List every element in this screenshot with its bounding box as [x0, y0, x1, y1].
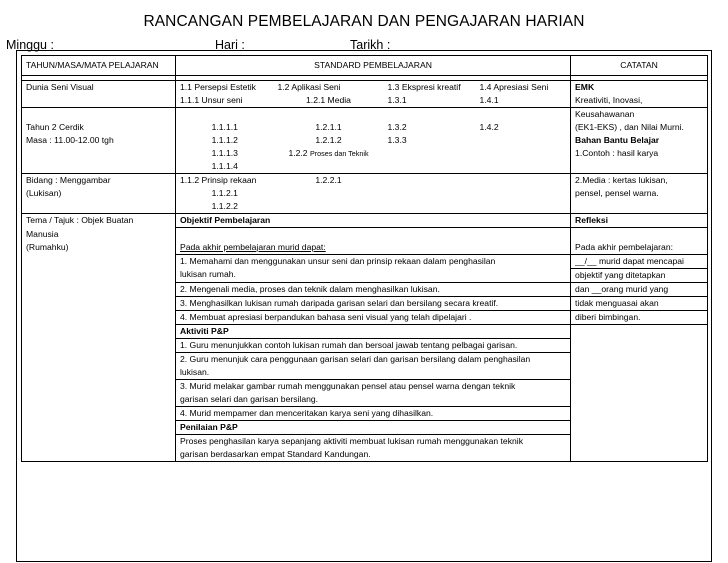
std-cell: 1.1.1.3 [176, 147, 274, 160]
empty-cell [22, 352, 176, 366]
catatan-cell: 2.Media : kertas lukisan, [571, 174, 708, 188]
empty-cell [571, 434, 708, 448]
table-row [22, 366, 708, 380]
empty-cell [571, 448, 708, 462]
objektif-intro: Pada akhir pembelajaran murid dapat: [176, 241, 571, 255]
table-row [22, 406, 708, 420]
std-number: 1.2.2 [288, 148, 308, 158]
table-row [22, 134, 708, 147]
penilaian-heading: Penilaian P&P [176, 420, 571, 434]
tahun-cell: Tahun 2 Cerdik [22, 121, 176, 134]
empty-cell [571, 393, 708, 407]
empty-cell [571, 406, 708, 420]
empty-cell [476, 108, 571, 122]
lesson-plan-sheet [16, 50, 712, 562]
empty-cell [274, 187, 384, 200]
refleksi-line: dan __orang murid yang [571, 282, 708, 296]
table-row [22, 310, 708, 324]
std-cell: 1.3.1 [384, 94, 476, 108]
table-row [22, 324, 708, 338]
table-row [22, 420, 708, 434]
std-cell: 1.3.3 [387, 135, 407, 145]
empty-cell [384, 147, 476, 160]
column-header-standard: STANDARD PEMBELAJARAN [176, 56, 571, 76]
empty-cell [22, 296, 176, 310]
penilaian-item: garisan berdasarkan empat Standard Kandungan. [176, 448, 571, 462]
table-row [22, 434, 708, 448]
empty-cell [22, 420, 176, 434]
table-row [22, 268, 708, 282]
empty-cell [571, 160, 708, 174]
objektif-item: lukisan rumah. [176, 268, 571, 282]
std-cell: 1.3.2 [387, 122, 407, 132]
empty-cell [176, 108, 274, 122]
table-row [22, 241, 708, 255]
std-cell: 1.1.1.1 [176, 121, 274, 134]
std-cell: 1.4 Apresiasi Seni [476, 81, 571, 95]
empty-cell [22, 393, 176, 407]
empty-cell [22, 406, 176, 420]
tema-cell: Tema / Tajuk : Objek Buatan [22, 214, 176, 228]
empty-cell [22, 268, 176, 282]
refleksi-line: Pada akhir pembelajaran: [571, 241, 708, 255]
table-row [22, 187, 708, 200]
std-cell: 1.1.2.2 [176, 200, 274, 214]
std-cell: 1.1.1.4 [176, 160, 274, 174]
std-cell: 1.4.2 [476, 121, 571, 134]
std-cell: 1.1.2.1 [176, 187, 274, 200]
empty-cell [274, 108, 384, 122]
subject-cell: Dunia Seni Visual [22, 81, 176, 95]
objektif-item: 4. Membuat apresiasi berpandukan bahasa seni visual yang telah dipelajari . [176, 310, 571, 324]
table-row [22, 228, 708, 241]
empty-cell [571, 338, 708, 352]
bbm-heading: Bahan Bantu Belajar [571, 134, 708, 147]
std-cell: 1.2.1.1 [315, 122, 342, 132]
empty-cell [571, 200, 708, 214]
empty-cell [274, 160, 384, 174]
table-row [22, 147, 708, 160]
std-subtitle: Proses dan Teknik [309, 149, 369, 158]
empty-cell [22, 108, 176, 122]
aktiviti-item: 3. Murid melakar gambar rumah menggunakan pensel atau pensel warna dengan teknik [176, 379, 571, 393]
minggu-label: Minggu : [6, 38, 54, 52]
empty-cell [476, 160, 571, 174]
tarikh-label: Tarikh : [350, 38, 391, 52]
empty-cell [22, 366, 176, 380]
empty-cell [384, 174, 476, 188]
std-cell: 1.4.1 [476, 94, 571, 108]
refleksi-line: __/__ murid dapat mencapai [571, 254, 708, 268]
refleksi-line: tidak menguasai akan [571, 296, 708, 310]
std-cell: 1.2.1 Media [274, 94, 384, 108]
aktiviti-item: 4. Murid mempamer dan menceritakan karya seni yang dihasilkan. [176, 406, 571, 420]
empty-cell [22, 147, 176, 160]
aktiviti-item: lukisan. [176, 366, 571, 380]
empty-cell [22, 310, 176, 324]
std-cell: 1.1 Persepsi Estetik [176, 81, 274, 95]
table-row [22, 448, 708, 462]
empty-cell [571, 366, 708, 380]
empty-cell [571, 324, 708, 338]
std-cell: 1.2.1.2 [315, 135, 342, 145]
table-row [22, 296, 708, 310]
empty-cell [384, 160, 476, 174]
std-cell: 1.2.2.1 [274, 174, 384, 188]
empty-cell [22, 282, 176, 296]
tema-cell: Manusia [22, 228, 176, 241]
objektif-heading: Objektif Pembelajaran [176, 214, 571, 228]
aktiviti-item: garisan selari dan garisan bersilang. [176, 393, 571, 407]
table-row [22, 174, 708, 188]
column-header-catatan: CATATAN [571, 56, 708, 76]
aktiviti-item: 1. Guru menunjukkan contoh lukisan rumah dan bersoal jawab tentang pelbagai garisan. [176, 338, 571, 352]
empty-cell [384, 108, 476, 122]
empty-cell [571, 228, 708, 241]
std-cell: 1.2 Aplikasi Seni [274, 81, 384, 95]
table-row [22, 200, 708, 214]
empty-cell [22, 94, 176, 108]
objektif-item: 3. Menghasilkan lukisan rumah daripada garisan selari dan bersilang secara kreatif. [176, 296, 571, 310]
empty-cell [384, 187, 476, 200]
table-row [22, 94, 708, 108]
catatan-cell: Keusahawanan [571, 108, 708, 122]
std-cell: 1.1.2 Prinsip rekaan [176, 174, 274, 188]
aktiviti-heading: Aktiviti P&P [176, 324, 571, 338]
table-row [22, 338, 708, 352]
empty-cell [22, 434, 176, 448]
emk-heading: EMK [571, 81, 708, 95]
lesson-plan-table [21, 55, 708, 462]
aktiviti-item: 2. Guru menunjuk cara penggunaan garisan selari dan garisan bersilang dalam penghasilan [176, 352, 571, 366]
empty-cell [476, 174, 571, 188]
table-row [22, 81, 708, 95]
table-header-row [22, 56, 708, 76]
hari-label: Hari : [215, 38, 245, 52]
empty-cell [22, 448, 176, 462]
catatan-cell: Kreativiti, Inovasi, [571, 94, 708, 108]
empty-cell [22, 338, 176, 352]
objektif-item: 1. Memahami dan menggunakan unsur seni dan prinsip rekaan dalam penghasilan [176, 254, 571, 268]
catatan-cell: pensel, pensel warna. [571, 187, 708, 200]
table-row [22, 108, 708, 122]
empty-cell [571, 379, 708, 393]
objektif-item: 2. Mengenali media, proses dan teknik dalam menghasilkan lukisan. [176, 282, 571, 296]
refleksi-heading: Refleksi [571, 214, 708, 228]
tema-cell: (Rumahku) [22, 241, 176, 255]
page-title: RANCANGAN PEMBELAJARAN DAN PENGAJARAN HARIAN [143, 13, 585, 30]
penilaian-item: Proses penghasilan karya sepanjang aktiviti membuat lukisan rumah menggunakan teknik [176, 434, 571, 448]
catatan-cell: 1.Contoh : hasil karya [571, 147, 708, 160]
table-row [22, 282, 708, 296]
std-cell [274, 147, 384, 160]
empty-cell [476, 187, 571, 200]
empty-cell [476, 134, 571, 147]
bidang-cell: Bidang : Menggambar [22, 174, 176, 188]
catatan-cell: (EK1-EKS) , dan Nilai Murni. [571, 121, 708, 134]
empty-cell [176, 228, 571, 241]
empty-cell [22, 160, 176, 174]
column-header-tahun: TAHUN/MASA/MATA PELAJARAN [22, 56, 176, 76]
refleksi-line: objektif yang ditetapkan [571, 268, 708, 282]
std-cell: 1.3 Ekspresi kreatif [384, 81, 476, 95]
empty-cell [384, 200, 476, 214]
table-row [22, 352, 708, 366]
empty-cell [22, 254, 176, 268]
masa-cell: Masa : 11.00-12.00 tgh [22, 134, 176, 147]
empty-cell [22, 324, 176, 338]
empty-cell [22, 200, 176, 214]
table-row [22, 254, 708, 268]
std-cell: 1.1.1.2 [176, 134, 274, 147]
lukisan-cell: (Lukisan) [22, 187, 176, 200]
empty-cell [476, 200, 571, 214]
empty-cell [571, 352, 708, 366]
table-row [22, 214, 708, 228]
table-row [22, 121, 708, 134]
empty-cell [571, 420, 708, 434]
table-row [22, 379, 708, 393]
table-row [22, 160, 708, 174]
refleksi-line: diberi bimbingan. [571, 310, 708, 324]
empty-cell [22, 379, 176, 393]
empty-cell [476, 147, 571, 160]
table-row [22, 393, 708, 407]
std-cell: 1.1.1 Unsur seni [176, 94, 274, 108]
empty-cell [274, 200, 384, 214]
